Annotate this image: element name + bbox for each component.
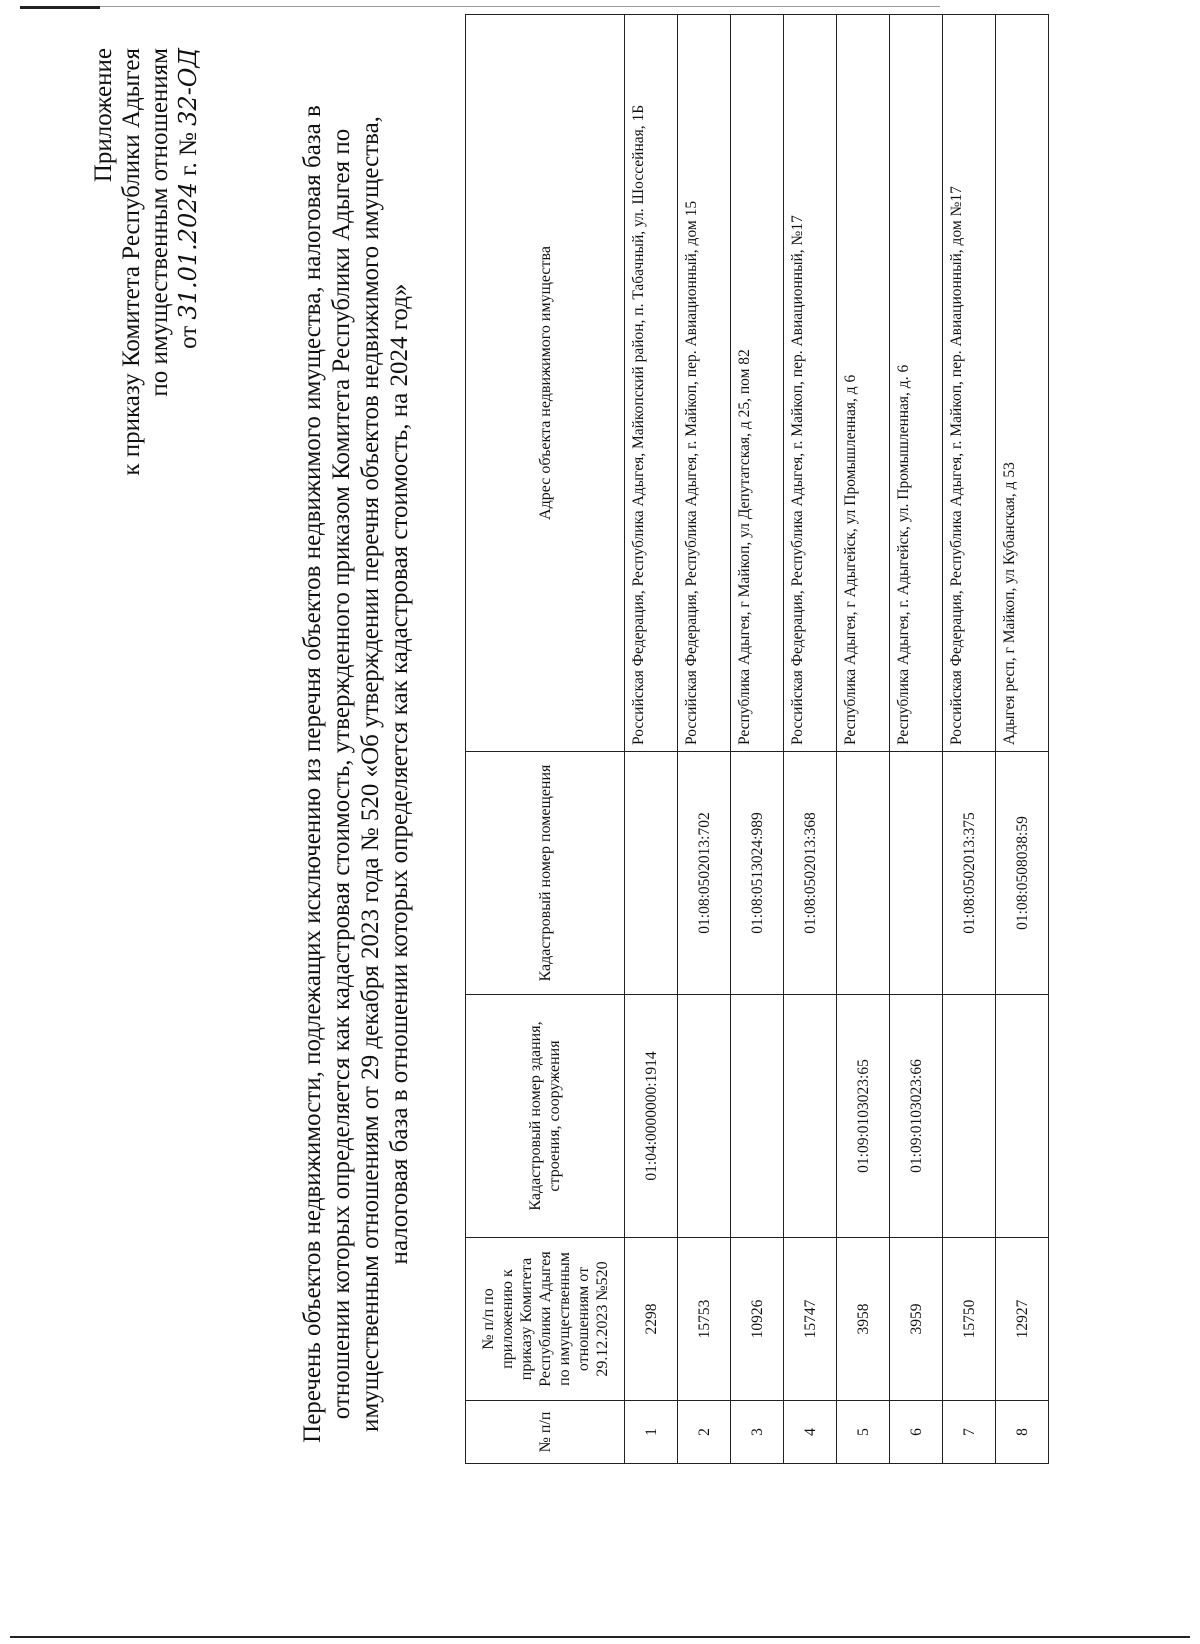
cell-room-cadastral <box>890 752 943 995</box>
cell-reference: 2298 <box>625 1238 678 1401</box>
cell-room-cadastral: 01:08:0508038:59 <box>996 752 1049 995</box>
cell-address: Российская Федерация, Республика Адыгея, г. Майкоп, пер. Авиационный, №17 <box>784 15 837 752</box>
table-row <box>678 15 731 1464</box>
cell-number: 1 <box>625 1401 678 1464</box>
cell-reference: 15750 <box>943 1238 996 1401</box>
cell-number: 5 <box>837 1401 890 1464</box>
document-title: Перечень объектов недвижимости, подлежащих исключению из перечня объектов недвижимого имущества, налоговая база в отношении которых определяется как кадастровая стоимость, утвержденного приказом Комитета Республики Адыгея по имущественным отношениям от 29 декабря 2023 года № 520 «Об утверждении перечня объектов недвижимого имущества, налоговая база в отношении которых определяется как кадастровая стоимость, на 2024 год» <box>299 105 413 1443</box>
cell-number: 7 <box>943 1401 996 1464</box>
cell-room-cadastral: 01:08:0502013:375 <box>943 752 996 995</box>
cell-address: Республика Адыгея, г Адыгейск, ул Промышленная, д 6 <box>837 15 890 752</box>
cell-address: Республика Адыгея, г. Адыгейск, ул. Промышленная, д. 6 <box>890 15 943 752</box>
appendix-title: Приложение <box>90 48 117 183</box>
header-cell-number: № п/п <box>466 1401 625 1464</box>
cell-address: Российская Федерация, Республика Адыгея, Майкопский район, п. Табачный, ул. Шоссейная, 1Б <box>625 15 678 752</box>
table-row <box>837 15 890 1464</box>
header-cell-address: Адрес объекта недвижимого имущества <box>466 15 625 752</box>
cell-address: Адыгея респ, г Майкоп, ул Кубанская, д 53 <box>996 15 1049 752</box>
header-cell-building-cadastral: Кадастровый номер здания, строения, сооружения <box>466 995 625 1238</box>
cell-building-cadastral <box>784 995 837 1238</box>
cell-number: 3 <box>731 1401 784 1464</box>
cell-building-cadastral <box>943 995 996 1238</box>
cell-room-cadastral <box>837 752 890 995</box>
header-cell-room-cadastral: Кадастровый номер помещения <box>466 752 625 995</box>
table-row <box>625 15 678 1464</box>
cell-room-cadastral: 01:08:0502013:702 <box>678 752 731 995</box>
cell-number: 8 <box>996 1401 1049 1464</box>
cell-building-cadastral <box>678 995 731 1238</box>
cell-number: 6 <box>890 1401 943 1464</box>
cell-address: Российская Федерация, Республика Адыгея, г. Майкоп, пер. Авиационный, дом 15 <box>678 15 731 752</box>
handwritten-number: 32-ОД <box>174 48 202 126</box>
cell-room-cadastral <box>625 752 678 995</box>
table-row <box>731 15 784 1464</box>
property-table <box>465 14 1049 1464</box>
appendix-date-line <box>174 48 203 768</box>
cell-building-cadastral <box>731 995 784 1238</box>
table-row <box>784 15 837 1464</box>
cell-number: 4 <box>784 1401 837 1464</box>
cell-reference: 15747 <box>784 1238 837 1401</box>
cell-address: Республика Адыгея, г Майкоп, ул Депутатская, д 25, пом 82 <box>731 15 784 752</box>
cell-reference: 12927 <box>996 1238 1049 1401</box>
table-row <box>996 15 1049 1464</box>
handwritten-date: 31.01.2024 <box>174 182 202 320</box>
table-row <box>890 15 943 1464</box>
table-row <box>943 15 996 1464</box>
cell-building-cadastral: 01:09:0103023:65 <box>837 995 890 1238</box>
cell-number: 2 <box>678 1401 731 1464</box>
cell-reference: 3958 <box>837 1238 890 1401</box>
cell-building-cadastral <box>996 995 1049 1238</box>
header-cell-reference: № п/п по приложению к приказу Комитета Республики Адыгея по имущественным отношениям от 29.12.2023 №520 <box>466 1238 625 1401</box>
cell-building-cadastral: 01:04:0000000:1914 <box>625 995 678 1238</box>
cell-room-cadastral: 01:08:0502013:368 <box>784 752 837 995</box>
cell-reference: 15753 <box>678 1238 731 1401</box>
table-header-row <box>466 15 625 1464</box>
date-prefix: от <box>175 319 202 349</box>
cell-address: Российская Федерация, Республика Адыгея, г. Майкоп, пер. Авиационный, дом №17 <box>943 15 996 752</box>
appendix-line-committee: по имущественным отношениям <box>146 48 173 397</box>
appendix-line-order: к приказу Комитета Республики Адыгея <box>118 48 145 476</box>
cell-reference: 10926 <box>731 1238 784 1401</box>
cell-reference: 3959 <box>890 1238 943 1401</box>
cell-building-cadastral: 01:09:0103023:66 <box>890 995 943 1238</box>
cell-room-cadastral: 01:08:0513024:989 <box>731 752 784 995</box>
date-mid: г. № <box>175 125 202 183</box>
appendix-header <box>90 48 203 768</box>
